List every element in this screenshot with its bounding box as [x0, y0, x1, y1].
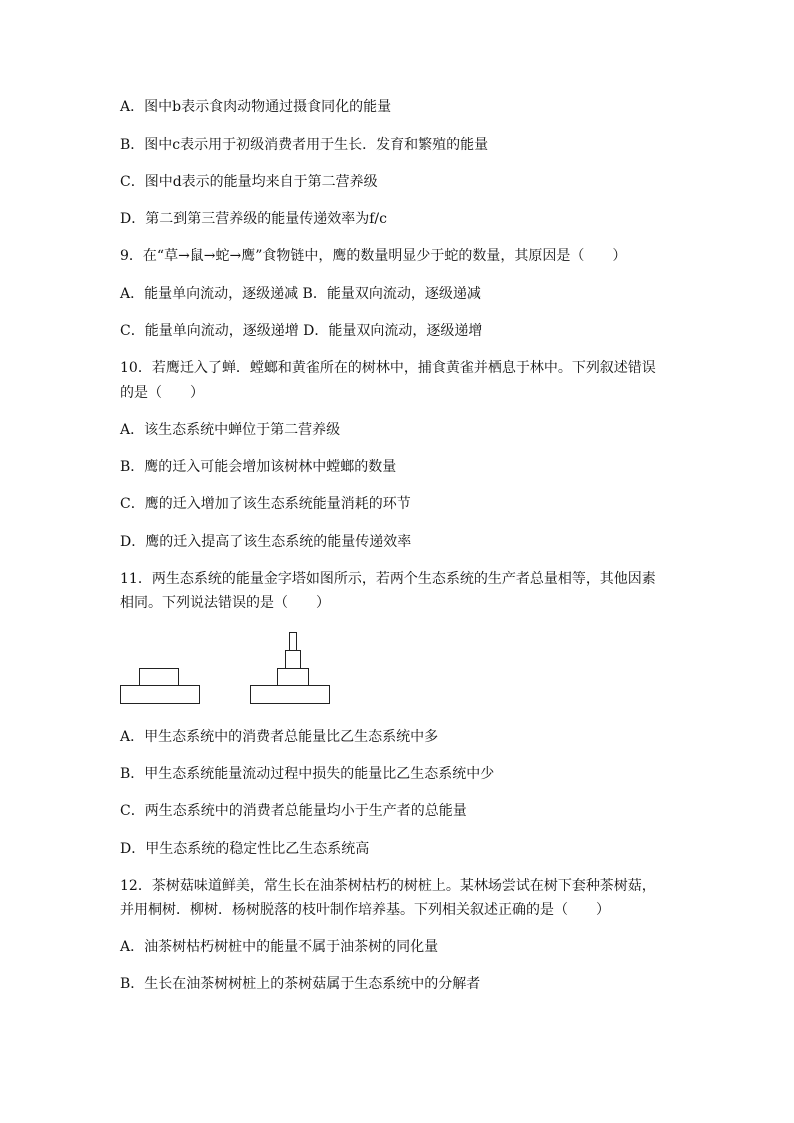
q12-option-b: B．生长在油茶树树桩上的茶树菇属于生态系统中的分解者 — [120, 976, 481, 992]
q8-option-c: C．图中d表示的能量均来自于第二营养级 — [120, 174, 378, 190]
q12-option-a: A．油茶树枯朽树桩中的能量不属于油茶树的同化量 — [120, 939, 439, 955]
q8-option-b: B．图中c表示用于初级消费者用于生长．发育和繁殖的能量 — [120, 137, 489, 153]
q8-option-a: A．图中b表示食肉动物通过摄食同化的能量 — [120, 99, 392, 115]
pyramid-jia-level-1 — [120, 685, 200, 704]
q11-stem-line-1: 11．两生态系统的能量金字塔如图所示，若两个生态系统的生产者总量相等，其他因素 — [120, 571, 656, 587]
pyramid-jia-level-2 — [139, 668, 179, 686]
pyramid-yi-level-2 — [277, 668, 309, 686]
q9-stem: 9．在“草→鼠→蛇→鹰”食物链中，鹰的数量明显少于蛇的数量，其原因是（ ） — [120, 248, 627, 264]
q11-stem-line-2: 相同。下列说法错误的是（ ） — [120, 595, 330, 611]
pyramid-yi-level-3 — [285, 650, 301, 669]
q8-option-d: D．第二到第三营养级的能量传递效率为f/c — [120, 211, 387, 227]
q10-stem-line-1: 10．若鹰迁入了蝉．螳螂和黄雀所在的树林中，捕食黄雀并栖息于林中。下列叙述错误 — [120, 360, 656, 376]
q11-option-a: A．甲生态系统中的消费者总能量比乙生态系统中多 — [120, 729, 439, 745]
pyramid-yi-level-4 — [289, 632, 297, 651]
q9-options-cd: C．能量单向流动，逐级递增 D．能量双向流动，逐级递增 — [120, 323, 483, 339]
q10-option-b: B．鹰的迁入可能会增加该树林中螳螂的数量 — [120, 459, 397, 475]
q12-stem-line-1: 12．茶树菇味道鲜美，常生长在油茶树枯朽的树桩上。某林场尝试在树下套种茶树菇， — [120, 878, 656, 894]
pyramid-yi-level-1 — [250, 685, 330, 704]
q9-options-ab: A．能量单向流动，逐级递减 B．能量双向流动，逐级递减 — [120, 286, 481, 302]
q11-option-b: B．甲生态系统能量流动过程中损失的能量比乙生态系统中少 — [120, 766, 495, 782]
q10-option-c: C．鹰的迁入增加了该生态系统能量消耗的环节 — [120, 496, 411, 512]
q10-option-a: A．该生态系统中蝉位于第二营养级 — [120, 422, 341, 438]
q11-option-d: D．甲生态系统的稳定性比乙生态系统高 — [120, 841, 370, 857]
q11-option-c: C．两生态系统中的消费者总能量均小于生产者的总能量 — [120, 803, 467, 819]
q10-stem-line-2: 的是（ ） — [120, 385, 204, 401]
q10-option-d: D．鹰的迁入提高了该生态系统的能量传递效率 — [120, 534, 412, 550]
q12-stem-line-2: 并用桐树．柳树．杨树脱落的枝叶制作培养基。下列相关叙述正确的是（ ） — [120, 902, 610, 918]
